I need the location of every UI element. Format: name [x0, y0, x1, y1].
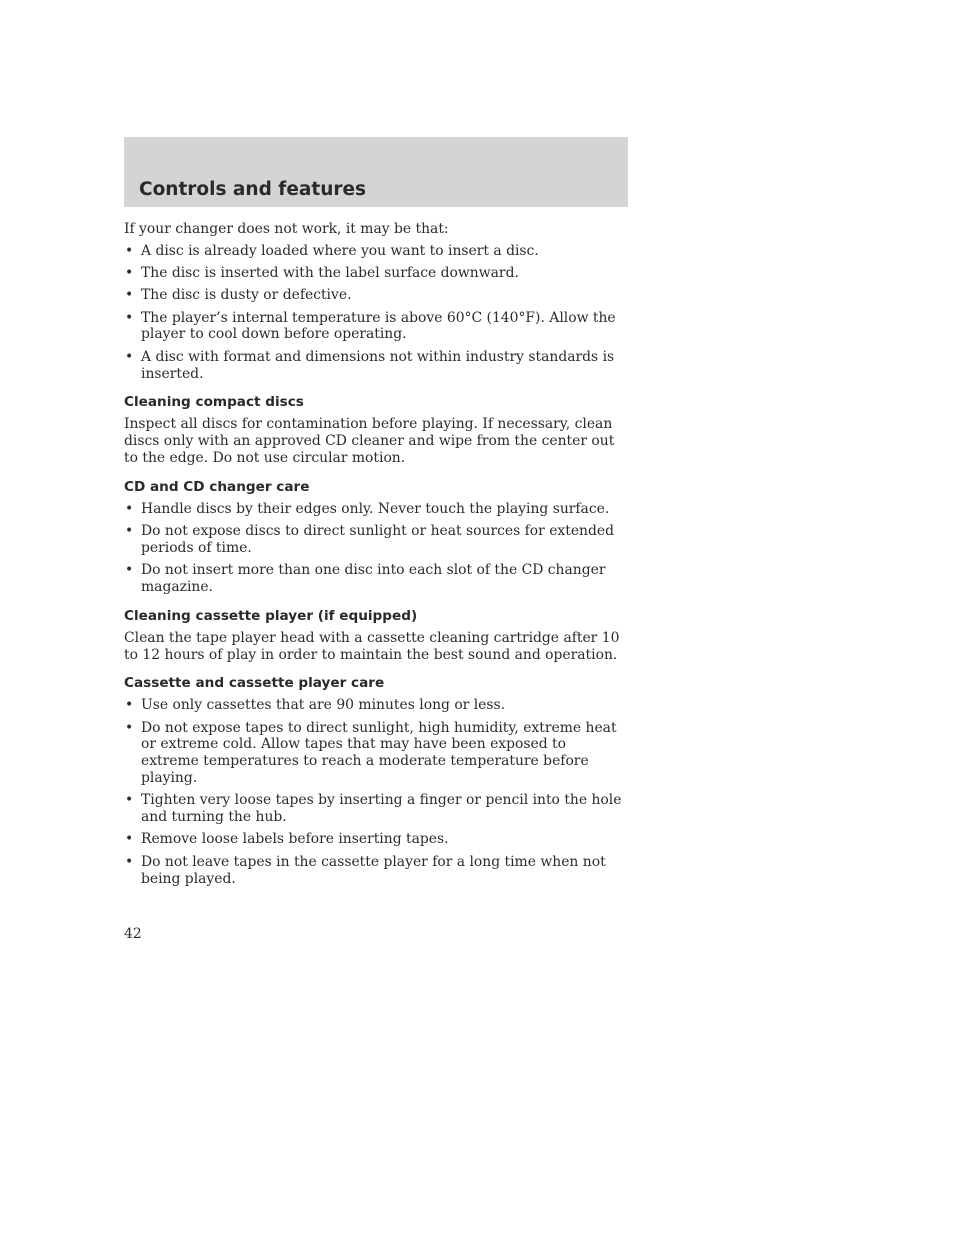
- page-title: Controls and features: [139, 179, 367, 200]
- list-item-text: Tighten very loose tapes by inserting a finger or pencil into the hole and turning the hub.: [141, 792, 622, 826]
- list-item-text: The player’s internal temperature is above 60°C (140°F). Allow the player to cool down before operating.: [141, 309, 616, 343]
- bullet-glyph: •: [125, 562, 134, 579]
- section-body: Inspect all discs for contamination before playing. If necessary, clean discs only with an approved CD cleaner and wipe from the center out to the edge. Do not use circular motion.: [124, 416, 615, 466]
- list-item: [124, 562, 628, 596]
- section-cleaning-compact-discs: [124, 394, 628, 466]
- list-item: [124, 349, 628, 383]
- list-item: [124, 831, 628, 848]
- section-heading: CD and CD changer care: [124, 478, 310, 495]
- list-item: [124, 287, 628, 304]
- section-cassette-player-care: [124, 675, 628, 887]
- list-item: [124, 697, 628, 714]
- bullet-glyph: •: [125, 265, 134, 282]
- header-band: [124, 137, 628, 207]
- list-item-text: Do not expose tapes to direct sunlight, high humidity, extreme heat or extreme cold. Allow tapes that may have been exposed to extreme temperatures to reach a moderate temperature before playing.: [141, 719, 617, 787]
- list-item: [124, 854, 628, 888]
- list-item-text: A disc is already loaded where you want to insert a disc.: [141, 242, 539, 259]
- list-item-text: Remove loose labels before inserting tapes.: [141, 831, 449, 848]
- bullet-glyph: •: [125, 348, 134, 365]
- list-item-text: A disc with format and dimensions not within industry standards is inserted.: [141, 348, 615, 382]
- list-item: [124, 310, 628, 344]
- list-item-text: Do not leave tapes in the cassette player for a long time when not being played.: [141, 853, 606, 887]
- bullet-glyph: •: [125, 697, 134, 714]
- list-item: [124, 243, 628, 260]
- list-item-text: The disc is inserted with the label surface downward.: [141, 265, 519, 282]
- list-item: [124, 501, 628, 518]
- list-item: [124, 523, 628, 557]
- bullet-glyph: •: [125, 523, 134, 540]
- list-item-text: Do not expose discs to direct sunlight or heat sources for extended periods of time.: [141, 523, 615, 556]
- bullet-glyph: •: [125, 500, 134, 517]
- intro-bullet-list: [124, 243, 628, 383]
- list-item-text: Use only cassettes that are 90 minutes long or less.: [141, 697, 506, 714]
- section-heading: Cleaning cassette player (if equipped): [124, 607, 418, 624]
- page-number: 42: [124, 926, 142, 942]
- list-item-text: Handle discs by their edges only. Never touch the playing surface.: [141, 500, 610, 517]
- section-heading: Cleaning compact discs: [124, 394, 304, 411]
- list-item: [124, 265, 628, 282]
- list-item: [124, 720, 628, 787]
- bullet-glyph: •: [125, 287, 134, 304]
- list-item-text: The disc is dusty or defective.: [141, 287, 352, 304]
- bullet-glyph: •: [125, 792, 134, 809]
- bullet-glyph: •: [125, 719, 134, 736]
- bullet-glyph: •: [125, 831, 134, 848]
- cd-care-bullet-list: [124, 501, 628, 596]
- section-cd-changer-care: [124, 479, 628, 596]
- section-heading: Cassette and cassette player care: [124, 675, 385, 692]
- section-cleaning-cassette-player: [124, 608, 628, 664]
- list-item-text: Do not insert more than one disc into each slot of the CD changer magazine.: [141, 562, 606, 595]
- cassette-care-bullet-list: [124, 697, 628, 887]
- list-item: [124, 792, 628, 826]
- bullet-glyph: •: [125, 853, 134, 870]
- bullet-glyph: •: [125, 309, 134, 326]
- bullet-glyph: •: [125, 242, 134, 259]
- section-body: Clean the tape player head with a cassette cleaning cartridge after 10 to 12 hours of play in order to maintain the best sound and operation.: [124, 629, 620, 663]
- page-content: [124, 221, 628, 893]
- intro-text: If your changer does not work, it may be that:: [124, 221, 449, 237]
